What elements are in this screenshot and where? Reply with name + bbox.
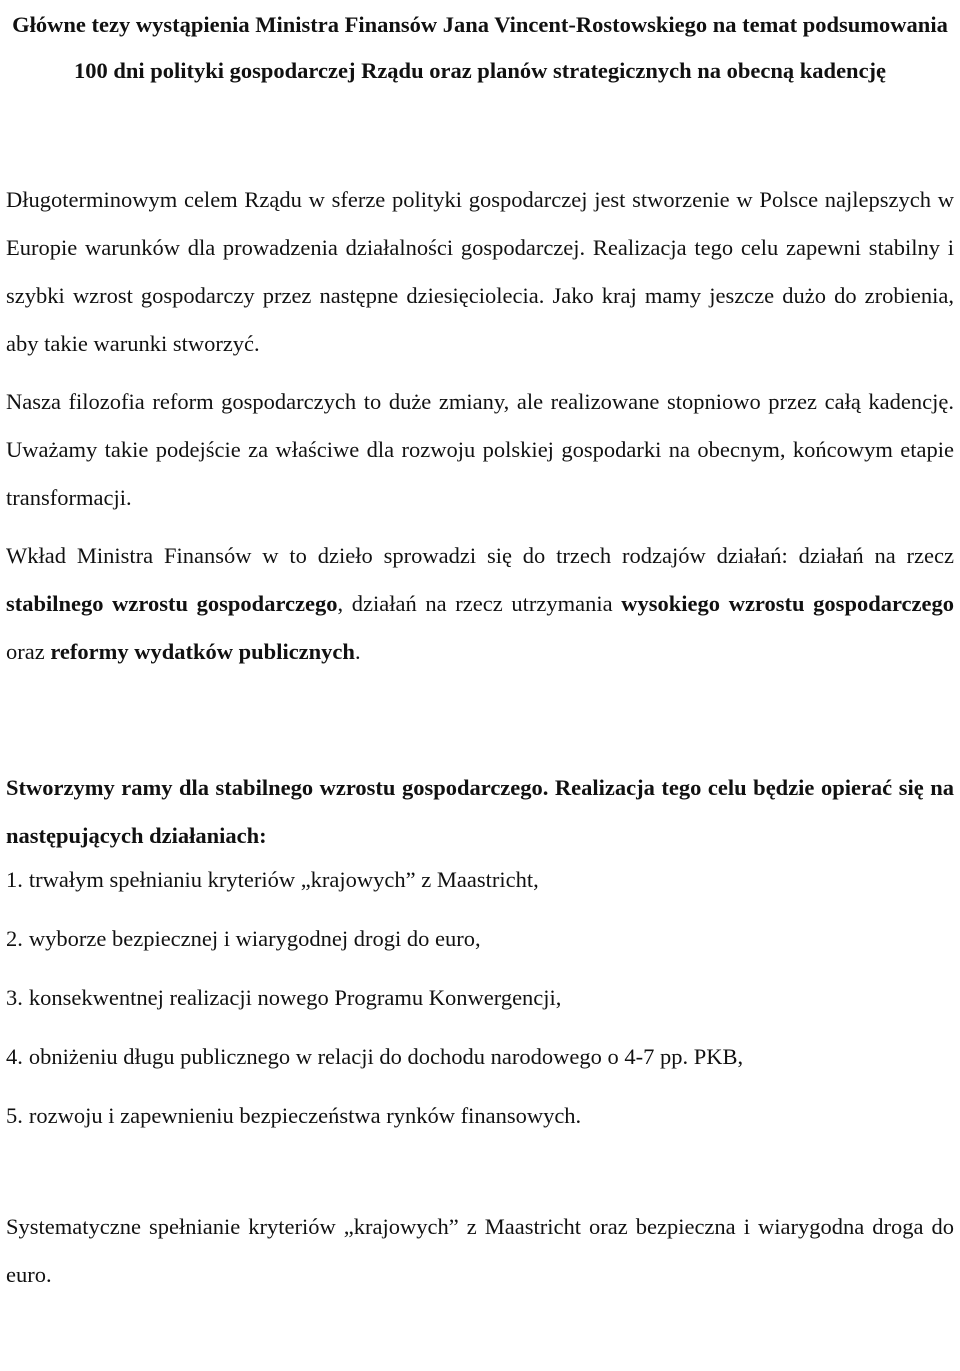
section-heading-stable-growth: Stworzymy ramy dla stabilnego wzrostu gospodarczego. Realizacja tego celu będzie opierać się na następujących działaniach: — [6, 775, 954, 848]
list-item — [6, 865, 954, 895]
paragraph-reform-philosophy: Nasza filozofia reform gospodarczych to duże zmiany, ale realizowane stopniowo przez całą kadencję. Uważamy takie podejście za właściwe dla rozwoju polskiej gospodarki na obecnym, końcowym etapie transformacji. — [6, 389, 954, 510]
list-item-number: 1. — [6, 867, 23, 892]
text-run: Wkład Ministra Finansów w to dzieło sprowadzi się do trzech rodzajów działań: działań na rzecz — [6, 543, 954, 568]
list-item-number: 4. — [6, 1044, 23, 1069]
actions-list — [6, 865, 954, 1131]
bold-spending-reform: reformy wydatków publicznych — [50, 639, 355, 664]
text-run: oraz — [6, 639, 51, 664]
list-item-text: obniżeniu długu publicznego w relacji do dochodu narodowego o 4-7 pp. PKB, — [28, 1044, 744, 1069]
list-item-number: 2. — [6, 926, 23, 951]
list-item-number: 3. — [6, 985, 23, 1010]
paragraph-long-term-goal: Długoterminowym celem Rządu w sferze polityki gospodarczej jest stworzenie w Polsce najlepszych w Europie warunków dla prowadzenia działalności gospodarczej. Realizacja tego celu zapewni stabilny i szybki wzrost gospodarczy przez następne dziesięciolecia. Jako kraj mamy jeszcze dużo do zrobienia, aby takie warunki stworzyć. — [6, 187, 954, 356]
list-item-text: konsekwentnej realizacji nowego Programu Konwergencji, — [28, 985, 562, 1010]
bold-stable-growth: stabilnego wzrostu gospodarczego — [6, 591, 338, 616]
bold-high-growth: wysokiego wzrostu gospodarczego — [621, 591, 955, 616]
paragraph-minister-contribution — [6, 532, 954, 676]
list-item — [6, 983, 954, 1013]
list-item-text: trwałym spełnianiu kryteriów „krajowych” z Maastricht, — [28, 867, 539, 892]
text-run: , działań na rzecz utrzymania — [337, 591, 622, 616]
list-item — [6, 1101, 954, 1131]
list-item-text: rozwoju i zapewnieniu bezpieczeństwa rynków finansowych. — [28, 1103, 582, 1128]
list-item-text: wyborze bezpiecznej i wiarygodnej drogi do euro, — [28, 926, 481, 951]
document-title: Główne tezy wystąpienia Ministra Finansów Jana Vincent-Rostowskiego na temat podsumowania 100 dni polityki gospodarczej Rządu oraz planów strategicznych na obecną kadencję — [12, 12, 948, 83]
paragraph-maastricht-criteria: Systematyczne spełnianie kryteriów „krajowych” z Maastricht oraz bezpieczna i wiarygodna droga do euro. — [6, 1214, 954, 1287]
list-item — [6, 1042, 954, 1072]
text-run: . — [354, 639, 361, 664]
list-item-number: 5. — [6, 1103, 23, 1128]
list-item — [6, 924, 954, 954]
